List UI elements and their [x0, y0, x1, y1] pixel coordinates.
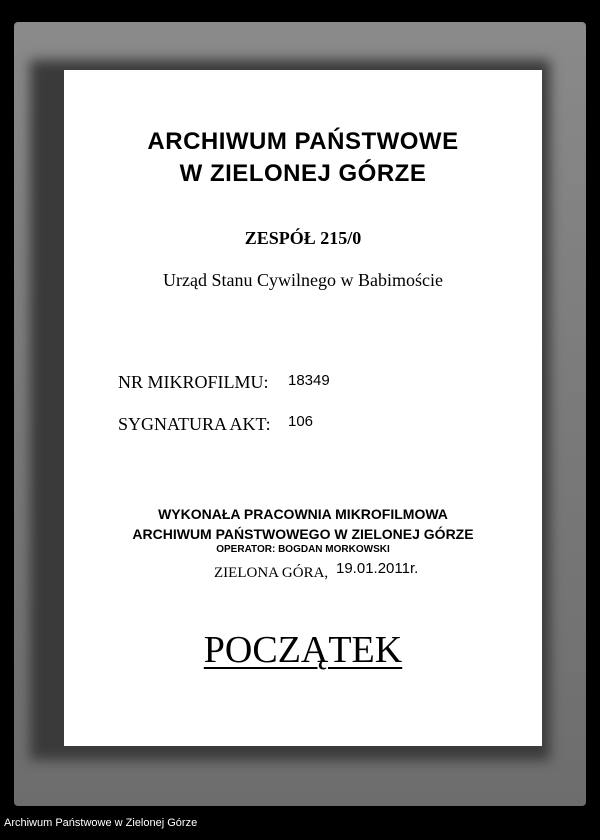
- signature-label: SYGNATURA AKT:: [118, 414, 271, 434]
- place-city: ZIELONA GÓRA,: [214, 565, 329, 581]
- archive-name-line2: W ZIELONEJ GÓRZE: [179, 160, 427, 187]
- archive-name-line1: ARCHIWUM PAŃSTWOWE: [147, 128, 459, 155]
- title-sheet: [64, 70, 542, 746]
- microfilm-row: [118, 372, 330, 393]
- signature-value: 106: [288, 413, 314, 430]
- microfilm-value: 18349: [288, 372, 330, 389]
- microfilm-label: NR MIKROFILMU:: [118, 372, 269, 392]
- place-date: 19.01.2011r.: [336, 560, 419, 577]
- place-date-row: [214, 560, 419, 582]
- footer-credit: Archiwum Państwowe w Zielonej Górze: [4, 817, 198, 829]
- start-marker: POCZĄTEK: [203, 629, 403, 671]
- operator-line: OPERATOR: BOGDAN MORKOWSKI: [216, 544, 390, 555]
- lab-line2: ARCHIWUM PAŃSTWOWEGO W ZIELONEJ GÓRZE: [132, 526, 474, 542]
- signature-row: [118, 413, 314, 435]
- collection-number: ZESPÓŁ 215/0: [244, 228, 362, 248]
- lab-line1: WYKONAŁA PRACOWNIA MIKROFILMOWA: [158, 506, 448, 522]
- collection-name: Urząd Stanu Cywilnego w Babimoście: [163, 270, 443, 290]
